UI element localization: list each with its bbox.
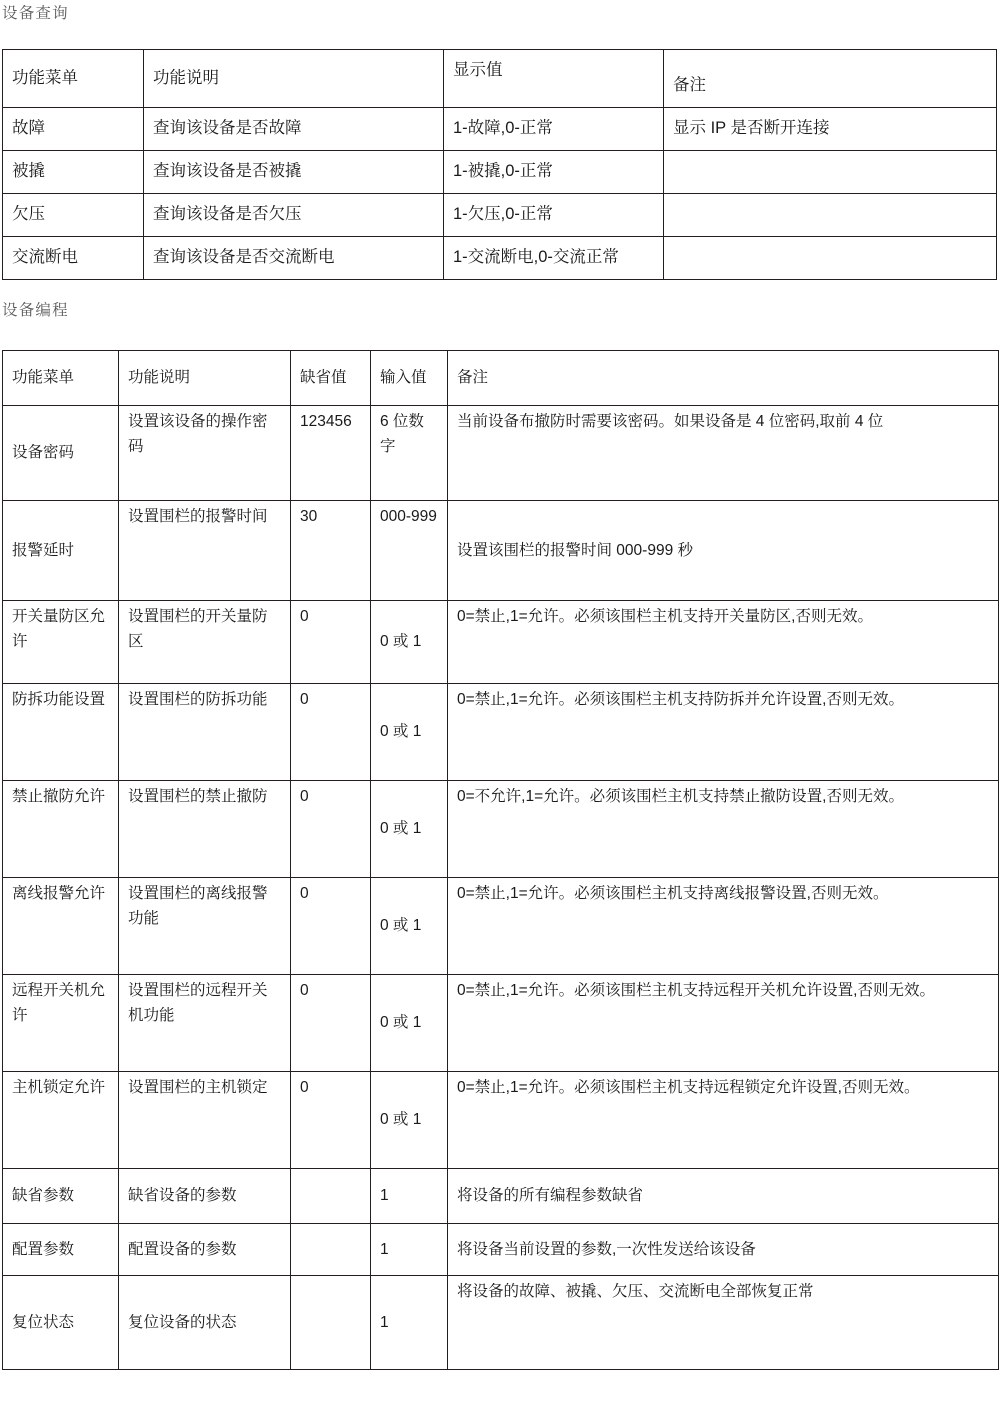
cell-function-menu: 设备密码 (3, 406, 119, 501)
table-row (3, 601, 999, 684)
cell-remark (664, 151, 997, 194)
cell-remark: 将设备的故障、被撬、欠压、交流断电全部恢复正常 (448, 1276, 999, 1370)
cell-remark: 0=禁止,1=允许。必须该围栏主机支持远程开关机允许设置,否则无效。 (448, 975, 999, 1072)
column-header-remark (664, 50, 997, 108)
cell-function-description: 设置围栏的开关量防区 (119, 601, 291, 684)
cell-function-description: 查询该设备是否故障 (144, 108, 444, 151)
cell-function-description: 复位设备的状态 (119, 1276, 291, 1370)
cell-input-value: 6 位数字 (371, 406, 448, 501)
cell-remark: 0=禁止,1=允许。必须该围栏主机支持开关量防区,否则无效。 (448, 601, 999, 684)
cell-function-menu: 报警延时 (3, 501, 119, 601)
cell-function-description: 设置围栏的远程开关机功能 (119, 975, 291, 1072)
table-row (3, 501, 999, 601)
cell-function-description: 查询该设备是否欠压 (144, 194, 444, 237)
cell-function-menu: 主机锁定允许 (3, 1072, 119, 1169)
table-row (3, 781, 999, 878)
cell-function-menu: 配置参数 (3, 1224, 119, 1276)
cell-function-menu: 开关量防区允许 (3, 601, 119, 684)
cell-function-description: 设置围栏的禁止撤防 (119, 781, 291, 878)
cell-remark (664, 237, 997, 280)
cell-function-menu: 缺省参数 (3, 1169, 119, 1224)
cell-function-description: 设置围栏的主机锁定 (119, 1072, 291, 1169)
cell-function-description: 配置设备的参数 (119, 1224, 291, 1276)
table-row (3, 406, 999, 501)
column-header-remark-label: 备注 (673, 75, 706, 94)
cell-function-description: 设置围栏的离线报警功能 (119, 878, 291, 975)
section-title-device-programming: 设备编程 (2, 302, 69, 319)
table-header-row (3, 351, 999, 406)
cell-remark: 显示 IP 是否断开连接 (664, 108, 997, 151)
table-row (3, 1276, 999, 1370)
table-header-row (3, 50, 997, 108)
table-row (3, 975, 999, 1072)
cell-input-value: 0 或 1 (371, 1072, 448, 1169)
cell-function-description: 设置围栏的防拆功能 (119, 684, 291, 781)
cell-default-value: 123456 (291, 406, 371, 501)
cell-function-menu: 离线报警允许 (3, 878, 119, 975)
cell-default-value (291, 1169, 371, 1224)
cell-function-description: 查询该设备是否被撬 (144, 151, 444, 194)
cell-remark: 设置该围栏的报警时间 000-999 秒 (448, 501, 999, 601)
cell-function-menu: 禁止撤防允许 (3, 781, 119, 878)
cell-remark: 0=禁止,1=允许。必须该围栏主机支持远程锁定允许设置,否则无效。 (448, 1072, 999, 1169)
cell-function-menu: 故障 (3, 108, 144, 151)
table-row (3, 108, 997, 151)
column-header-function-description: 功能说明 (119, 351, 291, 406)
device-query-table (2, 49, 997, 280)
cell-remark: 0=禁止,1=允许。必须该围栏主机支持离线报警设置,否则无效。 (448, 878, 999, 975)
cell-display-value: 1-故障,0-正常 (444, 108, 664, 151)
cell-function-menu: 防拆功能设置 (3, 684, 119, 781)
table-row (3, 194, 997, 237)
column-header-function-description: 功能说明 (144, 50, 444, 108)
cell-input-value: 1 (371, 1224, 448, 1276)
cell-input-value: 000-999 (371, 501, 448, 601)
cell-function-description: 设置围栏的报警时间 (119, 501, 291, 601)
table-row (3, 237, 997, 280)
cell-remark: 0=不允许,1=允许。必须该围栏主机支持禁止撤防设置,否则无效。 (448, 781, 999, 878)
cell-remark: 0=禁止,1=允许。必须该围栏主机支持防拆并允许设置,否则无效。 (448, 684, 999, 781)
cell-default-value: 0 (291, 975, 371, 1072)
table-row (3, 684, 999, 781)
column-header-input-value: 输入值 (371, 351, 448, 406)
cell-display-value: 1-被撬,0-正常 (444, 151, 664, 194)
column-header-display-value-label: 显示值 (453, 60, 503, 79)
cell-default-value: 0 (291, 684, 371, 781)
column-header-function-menu: 功能菜单 (3, 351, 119, 406)
cell-function-menu: 欠压 (3, 194, 144, 237)
cell-default-value: 0 (291, 601, 371, 684)
cell-function-description: 设置该设备的操作密码 (119, 406, 291, 501)
cell-default-value: 0 (291, 878, 371, 975)
table-row (3, 151, 997, 194)
cell-function-menu: 被撬 (3, 151, 144, 194)
table-row (3, 1224, 999, 1276)
cell-default-value (291, 1224, 371, 1276)
device-programming-table (2, 350, 999, 1370)
cell-default-value (291, 1276, 371, 1370)
cell-function-description: 缺省设备的参数 (119, 1169, 291, 1224)
cell-input-value: 1 (371, 1276, 448, 1370)
cell-default-value: 0 (291, 1072, 371, 1169)
cell-remark: 当前设备布撤防时需要该密码。如果设备是 4 位密码,取前 4 位 (448, 406, 999, 501)
cell-function-menu: 远程开关机允许 (3, 975, 119, 1072)
column-header-default-value: 缺省值 (291, 351, 371, 406)
cell-input-value: 0 或 1 (371, 684, 448, 781)
cell-input-value: 0 或 1 (371, 601, 448, 684)
cell-remark (664, 194, 997, 237)
table-row (3, 1072, 999, 1169)
cell-input-value: 0 或 1 (371, 975, 448, 1072)
column-header-function-menu: 功能菜单 (3, 50, 144, 108)
cell-remark: 将设备的所有编程参数缺省 (448, 1169, 999, 1224)
cell-default-value: 30 (291, 501, 371, 601)
column-header-display-value (444, 50, 664, 108)
cell-remark: 将设备当前设置的参数,一次性发送给该设备 (448, 1224, 999, 1276)
cell-function-description: 查询该设备是否交流断电 (144, 237, 444, 280)
table-row (3, 878, 999, 975)
cell-input-value: 1 (371, 1169, 448, 1224)
cell-function-menu: 交流断电 (3, 237, 144, 280)
cell-function-menu: 复位状态 (3, 1276, 119, 1370)
column-header-remark: 备注 (448, 351, 999, 406)
cell-input-value: 0 或 1 (371, 781, 448, 878)
table-row (3, 1169, 999, 1224)
section-title-device-query: 设备查询 (2, 5, 69, 22)
cell-default-value: 0 (291, 781, 371, 878)
cell-display-value: 1-欠压,0-正常 (444, 194, 664, 237)
cell-input-value: 0 或 1 (371, 878, 448, 975)
cell-display-value: 1-交流断电,0-交流正常 (444, 237, 664, 280)
